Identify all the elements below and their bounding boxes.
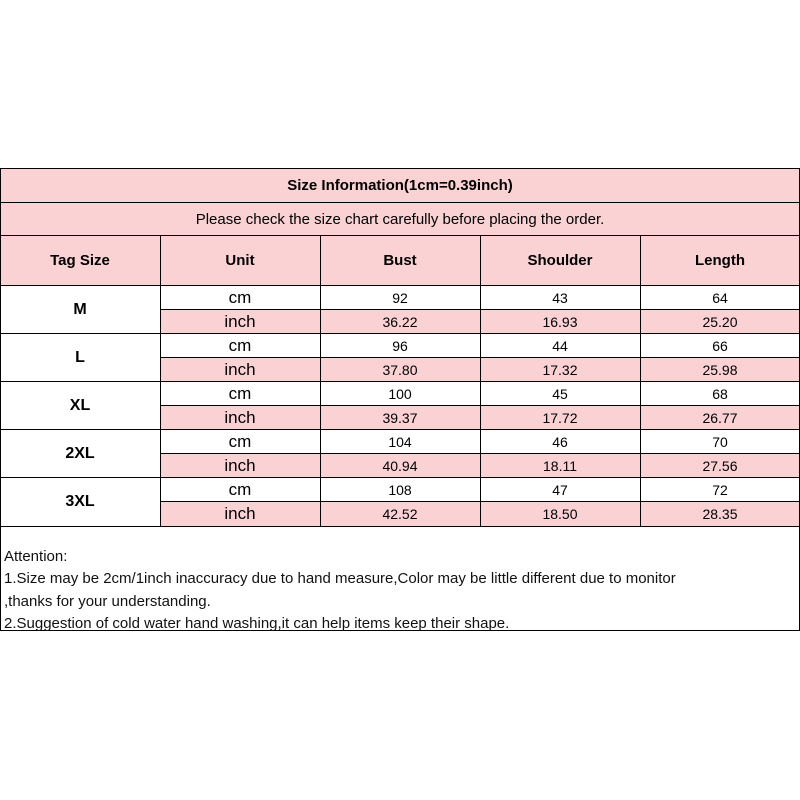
column-header: Tag Size	[0, 236, 160, 285]
unit-cell: cm	[160, 286, 320, 310]
value-cell-bust: 37.80	[320, 358, 480, 382]
value-cell-length: 28.35	[640, 502, 800, 526]
value-cell-length: 25.98	[640, 358, 800, 382]
unit-cell: cm	[160, 334, 320, 358]
value-cell-length: 70	[640, 430, 800, 454]
row-border	[0, 202, 800, 203]
tag-size-cell: L	[0, 334, 160, 382]
value-cell-shoulder: 47	[480, 478, 640, 502]
value-cell-bust: 36.22	[320, 310, 480, 334]
value-cell-shoulder: 44	[480, 334, 640, 358]
table-top-border	[0, 168, 800, 169]
row-border	[0, 477, 800, 478]
column-border	[480, 236, 481, 526]
row-border	[0, 285, 800, 286]
row-border	[0, 235, 800, 236]
unit-cell: inch	[160, 358, 320, 382]
attention-line-1: 1.Size may be 2cm/1inch inaccuracy due to hand measure,Color may be little different due to monitor	[4, 570, 676, 588]
unit-cell: inch	[160, 502, 320, 526]
tag-size-cell: 3XL	[0, 478, 160, 526]
unit-cell: cm	[160, 430, 320, 454]
attention-heading: Attention:	[4, 548, 68, 565]
column-header: Bust	[320, 236, 480, 285]
column-border	[160, 236, 161, 526]
value-cell-bust: 108	[320, 478, 480, 502]
value-cell-shoulder: 18.11	[480, 454, 640, 478]
row-border	[0, 526, 800, 527]
column-border	[640, 236, 641, 526]
value-cell-shoulder: 17.32	[480, 358, 640, 382]
value-cell-bust: 104	[320, 430, 480, 454]
table-title: Size Information(1cm=0.39inch)	[0, 169, 800, 202]
column-header: Unit	[160, 236, 320, 285]
unit-cell: inch	[160, 454, 320, 478]
value-cell-length: 26.77	[640, 406, 800, 430]
value-cell-bust: 39.37	[320, 406, 480, 430]
value-cell-length: 72	[640, 478, 800, 502]
value-cell-bust: 40.94	[320, 454, 480, 478]
value-cell-shoulder: 43	[480, 286, 640, 310]
column-header: Shoulder	[480, 236, 640, 285]
value-cell-bust: 92	[320, 286, 480, 310]
value-cell-shoulder: 46	[480, 430, 640, 454]
row-border	[0, 333, 800, 334]
attention-line-3: 2.Suggestion of cold water hand washing,it can help items keep their shape.	[4, 614, 510, 632]
unit-cell: cm	[160, 382, 320, 406]
value-cell-bust: 100	[320, 382, 480, 406]
value-cell-length: 68	[640, 382, 800, 406]
table-subtitle: Please check the size chart carefully before placing the order.	[0, 203, 800, 235]
table-left-border	[0, 168, 1, 631]
tag-size-cell: 2XL	[0, 430, 160, 478]
attention-line-2: ,thanks for your understanding.	[4, 592, 211, 610]
unit-cell: inch	[160, 310, 320, 334]
value-cell-bust: 42.52	[320, 502, 480, 526]
tag-size-cell: M	[0, 286, 160, 334]
unit-cell: inch	[160, 406, 320, 430]
value-cell-shoulder: 17.72	[480, 406, 640, 430]
attention-notes	[4, 546, 794, 635]
tag-size-cell: XL	[0, 382, 160, 430]
value-cell-length: 66	[640, 334, 800, 358]
unit-cell: cm	[160, 478, 320, 502]
value-cell-length: 25.20	[640, 310, 800, 334]
value-cell-bust: 96	[320, 334, 480, 358]
row-border	[0, 381, 800, 382]
value-cell-length: 64	[640, 286, 800, 310]
value-cell-shoulder: 18.50	[480, 502, 640, 526]
value-cell-length: 27.56	[640, 454, 800, 478]
value-cell-shoulder: 16.93	[480, 310, 640, 334]
row-border	[0, 429, 800, 430]
column-header: Length	[640, 236, 800, 285]
value-cell-shoulder: 45	[480, 382, 640, 406]
column-border	[320, 236, 321, 526]
